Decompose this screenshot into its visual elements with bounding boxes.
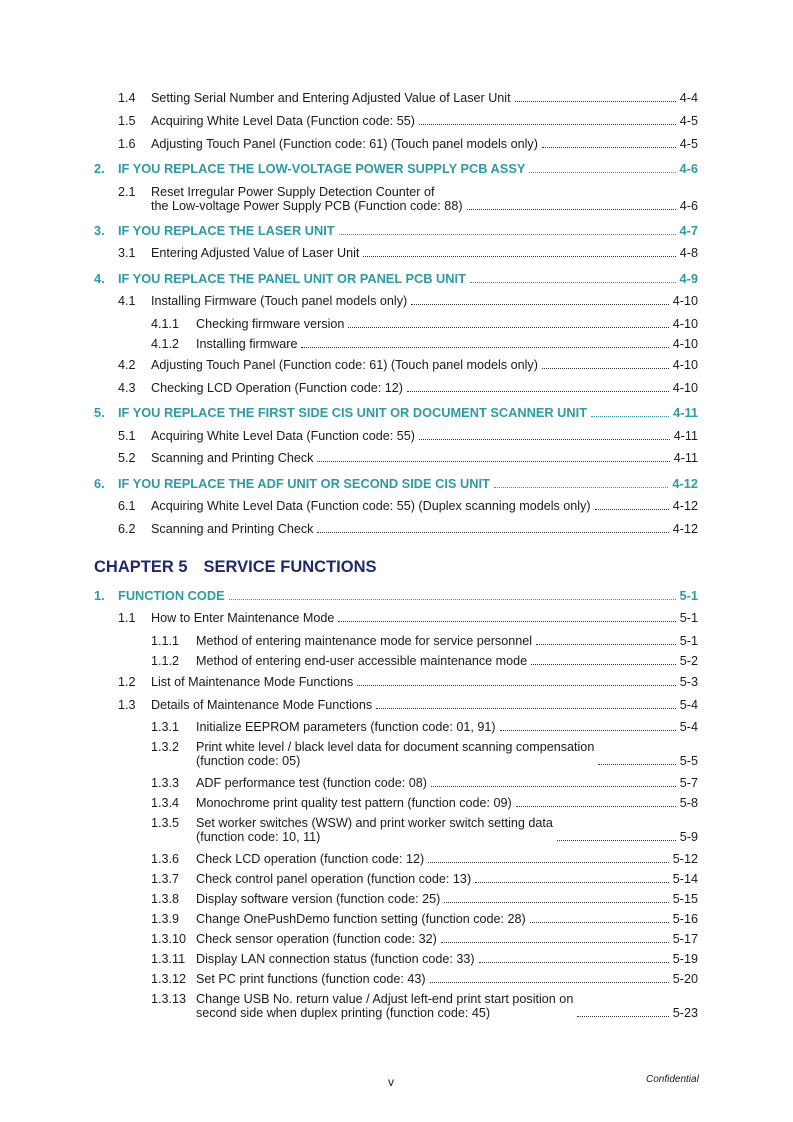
toc-entry-number: 5.2	[118, 451, 136, 465]
toc-entry[interactable]	[151, 317, 698, 331]
toc-entry-title: Setting Serial Number and Entering Adjusted Value of Laser Unit	[151, 91, 511, 105]
toc-entry-number: 1.1.2	[151, 654, 180, 668]
toc-entry-title: Method of entering end-user accessible maintenance mode	[196, 654, 528, 668]
toc-entry[interactable]	[151, 972, 698, 986]
toc-entry-number: 2.1	[118, 185, 136, 199]
toc-entry-number: 1.4	[118, 91, 136, 105]
toc-entry-title: Checking firmware version	[196, 317, 345, 331]
toc-entry-title: Acquiring White Level Data (Function code: 55)	[151, 429, 415, 443]
toc-section-heading[interactable]	[94, 589, 698, 603]
dot-leader	[531, 664, 676, 665]
toc-entry-title: Adjusting Touch Panel (Function code: 61) (Touch panel models only)	[151, 137, 538, 151]
toc-entry-number: 1.3.12	[151, 972, 187, 986]
toc-entry-number: 1.3	[118, 698, 136, 712]
toc-entry[interactable]	[151, 634, 698, 648]
toc-entry[interactable]	[151, 816, 698, 844]
dot-leader	[494, 487, 669, 488]
toc-entry-page: 4-10	[672, 358, 698, 372]
toc-entry-number: 1.3.7	[151, 872, 180, 886]
toc-entry-title: How to Enter Maintenance Mode	[151, 611, 335, 625]
dot-leader	[557, 840, 676, 841]
toc-entry-number: 4.2	[118, 358, 136, 372]
toc-entry-page: 5-4	[679, 720, 698, 734]
toc-entry-page: 4-8	[679, 246, 698, 260]
toc-section-heading[interactable]	[94, 406, 698, 420]
toc-entry-title: Acquiring White Level Data (Function code: 55) (Duplex scanning models only)	[151, 499, 591, 513]
toc-entry[interactable]	[118, 137, 698, 151]
toc-entry-page: 5-1	[679, 588, 698, 603]
toc-entry-page: 5-9	[679, 830, 698, 844]
dot-leader	[363, 256, 675, 257]
toc-entry[interactable]	[151, 892, 698, 906]
toc-entry-number: 1.2	[118, 675, 136, 689]
toc-entry-number: 1.6	[118, 137, 136, 151]
dot-leader	[467, 209, 676, 210]
toc-entry-number: 1.3.3	[151, 776, 180, 790]
toc-entry-title: Print white level / black level data for document scanning compensation	[196, 740, 595, 754]
chapter-title: SERVICE FUNCTIONS	[203, 558, 377, 576]
toc-entry-page: 5-14	[672, 872, 698, 886]
toc-entry[interactable]	[151, 992, 698, 1020]
toc-entry-page: 5-23	[672, 1006, 698, 1020]
toc-entry-page: 5-17	[672, 932, 698, 946]
chapter-heading	[94, 558, 376, 577]
toc-entry-title: Initialize EEPROM parameters (function code: 01, 91)	[196, 720, 496, 734]
toc-entry-page: 4-10	[672, 337, 698, 351]
toc-entry[interactable]	[118, 429, 698, 443]
page-number: v	[388, 1075, 394, 1089]
toc-entry[interactable]	[151, 776, 698, 790]
toc-entry-title: Acquiring White Level Data (Function code: 55)	[151, 114, 415, 128]
dot-leader	[542, 147, 676, 148]
dot-leader	[419, 439, 670, 440]
dot-leader	[530, 922, 669, 923]
toc-entry[interactable]	[118, 358, 698, 372]
dot-leader	[430, 982, 669, 983]
toc-entry[interactable]	[118, 698, 698, 712]
toc-entry[interactable]	[151, 740, 698, 768]
dot-leader	[444, 902, 668, 903]
toc-entry-number: 4.1.2	[151, 337, 180, 351]
toc-entry-number: 4.1.1	[151, 317, 180, 331]
toc-entry-page: 4-10	[672, 294, 698, 308]
toc-entry-title-cont: second side when duplex printing (function code: 45)	[196, 1006, 491, 1020]
toc-entry-page: 4-10	[672, 381, 698, 395]
toc-entry-title: IF YOU REPLACE THE FIRST SIDE CIS UNIT OR DOCUMENT SCANNER UNIT	[118, 405, 588, 420]
toc-entry-number: 1.1.1	[151, 634, 180, 648]
toc-entry-page: 5-15	[672, 892, 698, 906]
toc-entry[interactable]	[151, 654, 698, 668]
toc-entry-title: FUNCTION CODE	[118, 588, 225, 603]
toc-entry-title: Display software version (function code: 25)	[196, 892, 441, 906]
toc-entry-title: Entering Adjusted Value of Laser Unit	[151, 246, 360, 260]
toc-entry-title: Check control panel operation (function code: 13)	[196, 872, 472, 886]
toc-section-heading[interactable]	[94, 162, 698, 176]
toc-entry-page: 5-3	[679, 675, 698, 689]
toc-entry-page: 4-12	[672, 476, 698, 491]
toc-entry-title-cont: (function code: 05)	[196, 754, 301, 768]
toc-entry[interactable]	[151, 912, 698, 926]
dot-leader	[529, 172, 675, 173]
toc-entry-page: 4-5	[679, 114, 698, 128]
toc-entry-page: 5-20	[672, 972, 698, 986]
toc-entry-number: 6.	[94, 476, 105, 491]
toc-entry-page: 4-10	[672, 317, 698, 331]
toc-section-heading[interactable]	[94, 477, 698, 491]
dot-leader	[376, 708, 676, 709]
dot-leader	[317, 461, 669, 462]
toc-entry-title: Change OnePushDemo function setting (function code: 28)	[196, 912, 526, 926]
toc-section-heading[interactable]	[94, 224, 698, 238]
confidential-label: Confidential	[646, 1074, 699, 1085]
toc-entry-page: 5-16	[672, 912, 698, 926]
toc-entry-title: List of Maintenance Mode Functions	[151, 675, 354, 689]
toc-entry-page: 4-4	[679, 91, 698, 105]
dot-leader	[542, 368, 669, 369]
toc-entry-title: Installing Firmware (Touch panel models only)	[151, 294, 408, 308]
toc-entry[interactable]	[151, 796, 698, 810]
dot-leader	[411, 304, 669, 305]
toc-entry-number: 3.1	[118, 246, 136, 260]
toc-entry[interactable]	[118, 185, 698, 213]
dot-leader	[515, 101, 676, 102]
toc-entry[interactable]	[118, 451, 698, 465]
toc-section-heading[interactable]	[94, 272, 698, 286]
toc-entry-number: 1.3.13	[151, 992, 187, 1006]
toc-entry-page: 4-9	[679, 271, 698, 286]
dot-leader	[317, 532, 668, 533]
dot-leader	[595, 509, 669, 510]
dot-leader	[348, 327, 668, 328]
toc-entry-page: 4-12	[672, 499, 698, 513]
toc-entry-page: 4-11	[673, 451, 698, 465]
toc-entry-title: Scanning and Printing Check	[151, 451, 314, 465]
toc-entry-title: Check sensor operation (function code: 32)	[196, 932, 437, 946]
toc-entry-title: Check LCD operation (function code: 12)	[196, 852, 425, 866]
toc-entry-number: 1.	[94, 588, 105, 603]
toc-entry-number: 4.1	[118, 294, 136, 308]
toc-entry-title: Monochrome print quality test pattern (function code: 09)	[196, 796, 512, 810]
toc-entry-number: 6.1	[118, 499, 136, 513]
toc-entry-title: Set PC print functions (function code: 43)	[196, 972, 426, 986]
dot-leader	[470, 282, 676, 283]
dot-leader	[577, 1016, 668, 1017]
toc-entry[interactable]	[118, 499, 698, 513]
toc-entry[interactable]	[151, 952, 698, 966]
toc-entry-page: 5-5	[679, 754, 698, 768]
toc-entry-number: 1.3.9	[151, 912, 180, 926]
toc-entry-title: Checking LCD Operation (Function code: 12)	[151, 381, 404, 395]
toc-entry-number: 2.	[94, 161, 105, 176]
toc-entry-page: 4-12	[672, 522, 698, 536]
dot-leader	[338, 621, 675, 622]
toc-entry-page: 5-19	[672, 952, 698, 966]
dot-leader	[479, 962, 669, 963]
toc-entry-page: 4-6	[679, 161, 698, 176]
toc-entry[interactable]	[118, 381, 698, 395]
chapter-label: CHAPTER 5	[94, 558, 188, 576]
toc-entry-page: 4-7	[679, 223, 698, 238]
toc-entry-number: 4.	[94, 271, 105, 286]
toc-entry[interactable]	[151, 932, 698, 946]
toc-entry-number: 1.5	[118, 114, 136, 128]
toc-entry-title: IF YOU REPLACE THE PANEL UNIT OR PANEL PCB UNIT	[118, 271, 466, 286]
toc-entry-number: 5.	[94, 405, 105, 420]
toc-entry-number: 1.3.1	[151, 720, 180, 734]
toc-entry[interactable]	[151, 852, 698, 866]
toc-entry[interactable]	[118, 675, 698, 689]
toc-entry[interactable]	[118, 114, 698, 128]
toc-entry[interactable]	[118, 611, 698, 625]
toc-entry-number: 4.3	[118, 381, 136, 395]
toc-entry[interactable]	[118, 294, 698, 308]
toc-entry-number: 1.3.2	[151, 740, 180, 754]
toc-entry-page: 4-11	[673, 429, 698, 443]
dot-leader	[598, 764, 675, 765]
toc-entry[interactable]	[151, 720, 698, 734]
toc-entry[interactable]	[118, 522, 698, 536]
dot-leader	[407, 391, 669, 392]
toc-entry-title-cont: (function code: 10, 11)	[196, 830, 321, 844]
toc-entry-title: ADF performance test (function code: 08)	[196, 776, 427, 790]
toc-entry-number: 5.1	[118, 429, 136, 443]
toc-entry-page: 5-1	[679, 634, 698, 648]
dot-leader	[536, 644, 676, 645]
toc-entry-number: 1.1	[118, 611, 136, 625]
dot-leader	[428, 862, 669, 863]
dot-leader	[229, 599, 676, 600]
toc-entry-title: Details of Maintenance Mode Functions	[151, 698, 373, 712]
toc-entry-title: Change USB No. return value / Adjust left-end print start position on	[196, 992, 574, 1006]
dot-leader	[516, 806, 676, 807]
toc-entry-page: 5-7	[679, 776, 698, 790]
toc-entry[interactable]	[118, 246, 698, 260]
toc-entry-title-cont: the Low-voltage Power Supply PCB (Function code: 88)	[151, 199, 463, 213]
toc-entry-title: Adjusting Touch Panel (Function code: 61) (Touch panel models only)	[151, 358, 538, 372]
toc-entry-title: Display LAN connection status (function code: 33)	[196, 952, 475, 966]
dot-leader	[500, 730, 676, 731]
toc-entry-number: 6.2	[118, 522, 136, 536]
dot-leader	[441, 942, 669, 943]
toc-entry[interactable]	[118, 91, 698, 105]
toc-entry-number: 1.3.11	[151, 952, 186, 966]
dot-leader	[339, 234, 676, 235]
toc-entry-number: 3.	[94, 223, 105, 238]
toc-entry[interactable]	[151, 872, 698, 886]
dot-leader	[431, 786, 676, 787]
dot-leader	[475, 882, 669, 883]
toc-entry-number: 1.3.5	[151, 816, 180, 830]
toc-entry-page: 4-6	[679, 199, 698, 213]
toc-entry-title: Reset Irregular Power Supply Detection Counter of	[151, 185, 435, 199]
toc-entry-title: IF YOU REPLACE THE ADF UNIT OR SECOND SIDE CIS UNIT	[118, 476, 490, 491]
toc-entry-number: 1.3.10	[151, 932, 187, 946]
toc-entry[interactable]	[151, 337, 698, 351]
toc-entry-number: 1.3.8	[151, 892, 180, 906]
toc-entry-title: Scanning and Printing Check	[151, 522, 314, 536]
toc-entry-page: 5-2	[679, 654, 698, 668]
toc-entry-number: 1.3.6	[151, 852, 180, 866]
toc-entry-page: 5-12	[672, 852, 698, 866]
toc-entry-title: IF YOU REPLACE THE LOW-VOLTAGE POWER SUPPLY PCB ASSY	[118, 161, 526, 176]
dot-leader	[419, 124, 676, 125]
toc-entry-title: Set worker switches (WSW) and print worker switch setting data	[196, 816, 553, 830]
toc-entry-page: 5-4	[679, 698, 698, 712]
dot-leader	[591, 416, 669, 417]
toc-entry-title: IF YOU REPLACE THE LASER UNIT	[118, 223, 335, 238]
toc-entry-page: 5-1	[679, 611, 698, 625]
toc-entry-number: 1.3.4	[151, 796, 180, 810]
dot-leader	[301, 347, 668, 348]
dot-leader	[357, 685, 675, 686]
toc-entry-page: 5-8	[679, 796, 698, 810]
toc-entry-title: Method of entering maintenance mode for service personnel	[196, 634, 533, 648]
toc-entry-title: Installing firmware	[196, 337, 298, 351]
toc-entry-page: 4-5	[679, 137, 698, 151]
toc-entry-page: 4-11	[673, 405, 698, 420]
